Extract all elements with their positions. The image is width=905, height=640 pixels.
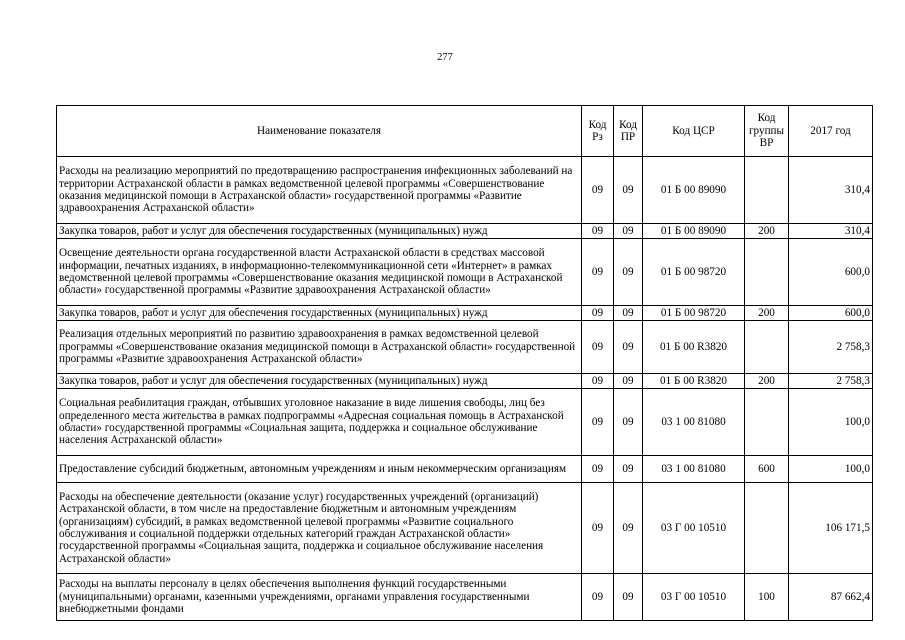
row-code-pr: 09 <box>614 389 643 456</box>
row-code-csr: 01 Б 00 89090 <box>643 224 745 239</box>
row-amount-2017: 310,4 <box>789 157 873 224</box>
header-code-rz: Код Рз <box>582 106 614 157</box>
row-code-csr: 03 1 00 81080 <box>643 389 745 456</box>
row-code-vr <box>745 157 789 224</box>
row-code-pr: 09 <box>614 574 643 621</box>
table-row <box>57 389 873 456</box>
row-code-rz: 09 <box>582 157 614 224</box>
row-code-pr: 09 <box>614 306 643 321</box>
row-code-csr: 01 Б 00 R3820 <box>643 321 745 374</box>
table-row <box>57 306 873 321</box>
row-code-vr: 200 <box>745 224 789 239</box>
row-code-rz: 09 <box>582 483 614 574</box>
row-amount-2017: 600,0 <box>789 306 873 321</box>
table-row <box>57 239 873 306</box>
header-name: Наименование показателя <box>57 106 582 157</box>
table-body <box>57 157 873 621</box>
row-name: Реализация отдельных мероприятий по развитию здравоохранения в рамках ведомственной целевой программы «Совершенствование оказания медицинской помощи в Астраханской области» государственной программы «Развитие здравоохранения Астраханской области» <box>57 321 582 374</box>
row-code-pr: 09 <box>614 321 643 374</box>
row-code-pr: 09 <box>614 374 643 389</box>
row-amount-2017: 2 758,3 <box>789 374 873 389</box>
row-code-pr: 09 <box>614 157 643 224</box>
row-code-vr: 200 <box>745 306 789 321</box>
row-code-csr: 01 Б 00 98720 <box>643 239 745 306</box>
budget-table <box>56 105 873 621</box>
row-code-rz: 09 <box>582 374 614 389</box>
row-code-vr <box>745 321 789 374</box>
row-name: Закупка товаров, работ и услуг для обеспечения государственных (муниципальных) нужд <box>57 374 582 389</box>
row-code-rz: 09 <box>582 456 614 483</box>
row-amount-2017: 2 758,3 <box>789 321 873 374</box>
table-row <box>57 374 873 389</box>
row-code-pr: 09 <box>614 483 643 574</box>
row-code-csr: 03 Г 00 10510 <box>643 574 745 621</box>
header-year-2017: 2017 год <box>789 106 873 157</box>
row-name: Закупка товаров, работ и услуг для обеспечения государственных (муниципальных) нужд <box>57 224 582 239</box>
row-code-vr: 600 <box>745 456 789 483</box>
row-code-csr: 01 Б 00 R3820 <box>643 374 745 389</box>
row-amount-2017: 100,0 <box>789 456 873 483</box>
table-header-row <box>57 106 873 157</box>
row-code-csr: 03 Г 00 10510 <box>643 483 745 574</box>
row-amount-2017: 100,0 <box>789 389 873 456</box>
header-code-pr: Код ПР <box>614 106 643 157</box>
table-row <box>57 157 873 224</box>
row-code-pr: 09 <box>614 456 643 483</box>
row-code-csr: 03 1 00 81080 <box>643 456 745 483</box>
table-row <box>57 321 873 374</box>
row-name: Расходы на выплаты персоналу в целях обеспечения выполнения функций государственными (муниципальными) органами, казенными учреждениями, органами управления государственными внебюджетными фондами <box>57 574 582 621</box>
row-name: Освещение деятельности органа государственной власти Астраханской области в средствах массовой информации, печатных изданиях, в информационно-телекоммуникационной сети «Интернет» в рамках ведомственной целевой программы «Совершенствование оказания медицинской помощи в Астраханской области» государственной программы «Развитие здравоохранения Астраханской области» <box>57 239 582 306</box>
row-amount-2017: 87 662,4 <box>789 574 873 621</box>
row-code-pr: 09 <box>614 239 643 306</box>
row-code-vr: 200 <box>745 374 789 389</box>
table-row <box>57 456 873 483</box>
row-code-csr: 01 Б 00 89090 <box>643 157 745 224</box>
row-amount-2017: 106 171,5 <box>789 483 873 574</box>
row-code-pr: 09 <box>614 224 643 239</box>
page-number: 277 <box>437 52 453 63</box>
row-code-rz: 09 <box>582 321 614 374</box>
table-row <box>57 224 873 239</box>
row-code-vr <box>745 483 789 574</box>
row-code-rz: 09 <box>582 239 614 306</box>
row-name: Предоставление субсидий бюджетным, автономным учреждениям и иным некоммерческим организациям <box>57 456 582 483</box>
row-code-vr: 100 <box>745 574 789 621</box>
row-code-rz: 09 <box>582 389 614 456</box>
row-name: Расходы на реализацию мероприятий по предотвращению распространения инфекционных заболеваний на территории Астраханской области в рамках ведомственной целевой программы «Совершенствование оказания медицинской помощи в Астраханской области» государственной программы «Развитие здравоохранения Астраханской области» <box>57 157 582 224</box>
header-code-vr: Код группы ВР <box>745 106 789 157</box>
row-amount-2017: 600,0 <box>789 239 873 306</box>
row-name: Расходы на обеспечение деятельности (оказание услуг) государственных учреждений (организаций) Астраханской области, в том числе на предоставление бюджетным и автономным учреждениям (организациям) субсидий, в рамках ведомственной целевой программы «Развитие социального обслуживания и социальной поддержки отдельных категорий граждан Астраханской области» государственной программы «Социальная защита, поддержка и социальное обслуживание населения Астраханской области» <box>57 483 582 574</box>
row-code-rz: 09 <box>582 306 614 321</box>
row-amount-2017: 310,4 <box>789 224 873 239</box>
table-row <box>57 483 873 574</box>
row-code-csr: 01 Б 00 98720 <box>643 306 745 321</box>
row-code-vr <box>745 239 789 306</box>
table-row <box>57 574 873 621</box>
header-code-csr: Код ЦСР <box>643 106 745 157</box>
row-code-rz: 09 <box>582 574 614 621</box>
row-name: Социальная реабилитация граждан, отбывших уголовное наказание в виде лишения свободы, лиц без определенного места жительства в рамках подпрограммы «Адресная социальная помощь в Астраханской области» государственной программы «Социальная защита, поддержка и социальное обслуживание населения Астраханской области» <box>57 389 582 456</box>
row-name: Закупка товаров, работ и услуг для обеспечения государственных (муниципальных) нужд <box>57 306 582 321</box>
row-code-vr <box>745 389 789 456</box>
row-code-rz: 09 <box>582 224 614 239</box>
